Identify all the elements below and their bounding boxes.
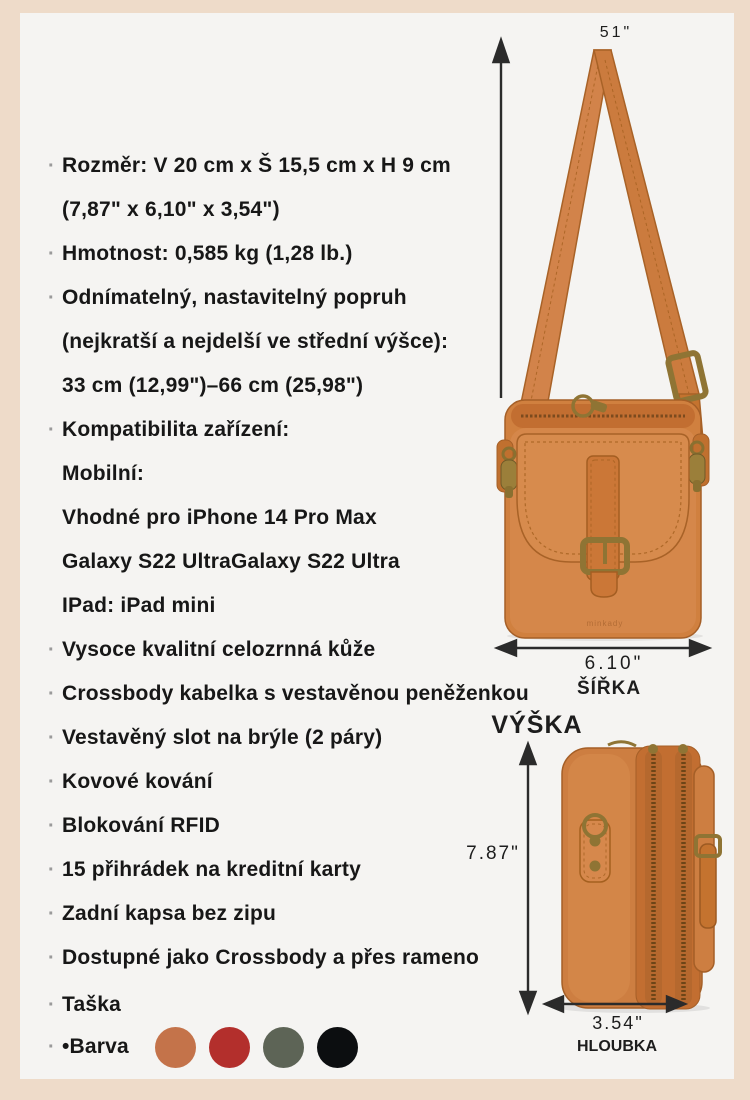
bullet-dot: · [48, 155, 55, 177]
bullet-dot: · [48, 287, 55, 309]
d-ring-icon [580, 815, 610, 882]
feature-row-strap [48, 276, 407, 320]
color-swatch-red[interactable] [209, 1027, 250, 1068]
feature-row-glasses [48, 716, 382, 760]
bag-side-view-illustration [550, 740, 750, 1015]
feature-text: Vhodné pro iPhone 14 Pro Max [62, 506, 377, 529]
feature-row-bag [48, 983, 121, 1027]
bullet-dot: · [48, 727, 55, 749]
feature-text: (7,87" x 6,10" x 3,54") [62, 198, 280, 221]
feature-text: Blokování RFID [62, 814, 220, 837]
feature-row-iphone [48, 496, 377, 540]
color-options-row [48, 1025, 358, 1069]
feature-text: Odnímatelný, nastavitelný popruh [62, 286, 407, 309]
feature-text: Hmotnost: 0,585 kg (1,28 lb.) [62, 242, 353, 265]
color-swatches [155, 1027, 358, 1068]
bag-front-view-illustration [495, 42, 715, 642]
feature-row-dimensions-inches [48, 188, 280, 232]
height-name-label: VÝŠKA [491, 711, 583, 739]
feature-text: IPad: iPad mini [62, 594, 216, 617]
feature-row-dimensions [48, 144, 451, 188]
feature-text: 33 cm (12,99")–66 cm (25,98") [62, 374, 364, 397]
feature-row-galaxy [48, 540, 400, 584]
feature-text: Vestavěný slot na brýle (2 páry) [62, 726, 383, 749]
brand-mark: minkady [586, 619, 624, 628]
feature-text: 15 přihrádek na kreditní karty [62, 858, 361, 881]
feature-text: Dostupné jako Crossbody a přes rameno [62, 946, 480, 969]
feature-text: Galaxy S22 UltraGalaxy S22 Ultra [62, 550, 400, 573]
feature-row-carry-style [48, 936, 479, 980]
width-name-label: ŠÍŘKA [576, 678, 642, 699]
height-value-label: 7.87" [466, 843, 520, 864]
feature-text: (nejkratší a nejdelší ve střední výšce): [62, 330, 449, 353]
bullet-dot: · [48, 419, 55, 441]
feature-text: Crossbody kabelka s vestavěnou peněženkou [62, 682, 529, 705]
strap-length-label: 51" [599, 24, 633, 41]
color-swatch-green[interactable] [263, 1027, 304, 1068]
feature-row-ipad [48, 584, 216, 628]
feature-row-back-pocket [48, 892, 276, 936]
bullet-dot: · [48, 947, 55, 969]
bullet-dot: · [48, 639, 55, 661]
feature-text: Mobilní: [62, 462, 145, 485]
feature-text: Taška [62, 993, 121, 1016]
feature-row-rfid [48, 804, 220, 848]
feature-text: Zadní kapsa bez zipu [62, 902, 277, 925]
color-swatch-tan[interactable] [155, 1027, 196, 1068]
feature-row-strap-note [48, 320, 448, 364]
color-row-label: •Barva [62, 1035, 129, 1058]
bullet-dot: · [48, 994, 55, 1016]
feature-row-leather [48, 628, 375, 672]
feature-text: Rozměr: V 20 cm x Š 15,5 cm x H 9 cm [62, 154, 451, 177]
feature-row-weight [48, 232, 353, 276]
depth-name-label: HLOUBKA [577, 1038, 657, 1055]
feature-text: Kovové kování [62, 770, 213, 793]
bullet-dot: · [48, 1036, 55, 1058]
feature-text: Vysoce kvalitní celozrnná kůže [62, 638, 376, 661]
bullet-dot: · [48, 859, 55, 881]
feature-row-wallet [48, 672, 529, 716]
feature-row-hardware [48, 760, 213, 804]
feature-row-cards [48, 848, 361, 892]
color-swatch-black[interactable] [317, 1027, 358, 1068]
bullet-dot: · [48, 815, 55, 837]
depth-value-label: 3.54" [592, 1013, 644, 1033]
bullet-dot: · [48, 771, 55, 793]
feature-row-compatibility [48, 408, 289, 452]
bullet-dot: · [48, 683, 55, 705]
width-value-label: 6.10" [584, 653, 644, 674]
bullet-dot: · [48, 243, 55, 265]
feature-text: Kompatibilita zařízení: [62, 418, 290, 441]
feature-row-strap-range [48, 364, 363, 408]
feature-row-mobile-heading [48, 452, 144, 496]
bullet-dot: · [48, 903, 55, 925]
